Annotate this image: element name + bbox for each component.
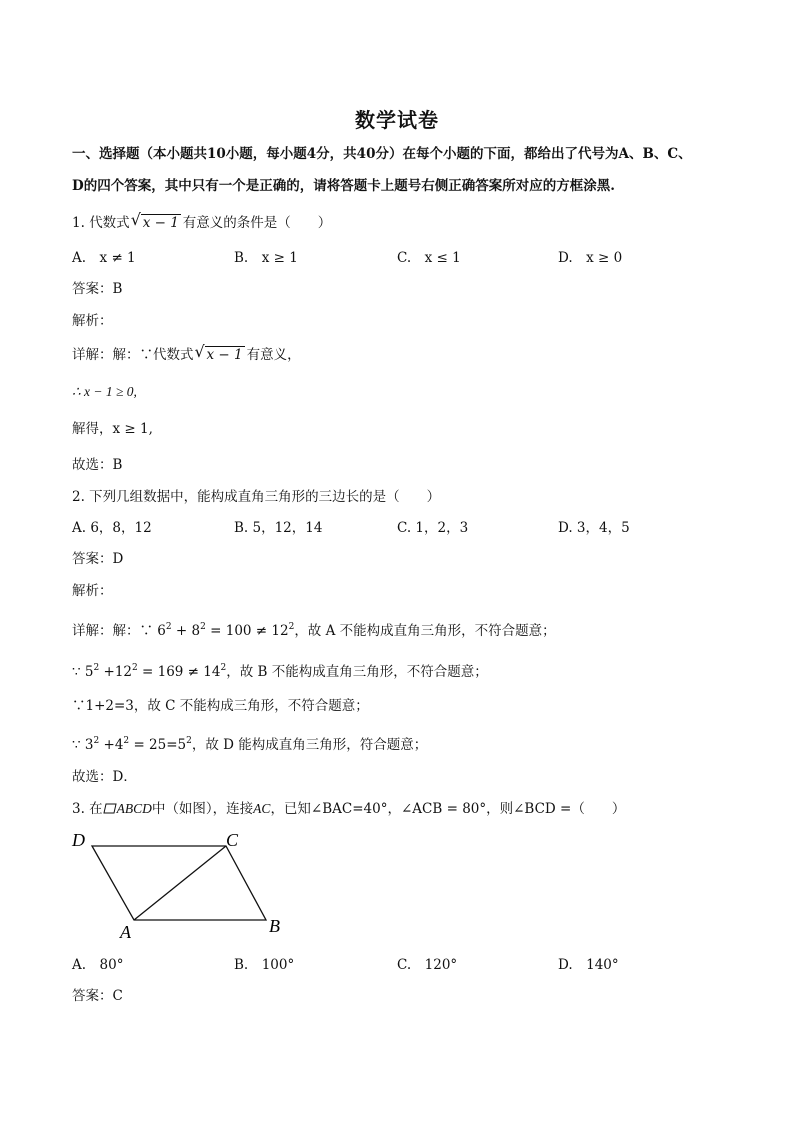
q2-option-a: A. 6，8，12	[72, 520, 152, 536]
q1-stem	[72, 214, 331, 232]
q1-detail-radicand: x − 1	[206, 347, 243, 363]
q2-line-b: ，故 B 不能构成直角三角形，不符合题意；	[226, 664, 488, 680]
q2-detail-d: ∵ $3^2 +4^2 = 25=5^2$，故 D 能构成直角三角形，符合题意；	[72, 736, 428, 753]
q1-step1: ∴ x − 1 ≥ 0,	[72, 384, 137, 399]
q3-option-a: A. 80°	[72, 957, 124, 973]
q1-prefix: 代数式	[89, 215, 130, 231]
q3-answer: 答案：C	[72, 988, 123, 1004]
q2-detail-c: ∵1+2=3，故 C 不能构成三角形，不符合题意；	[72, 698, 369, 714]
q1-choose: 故选：B	[72, 457, 123, 473]
q3-option-c: C. 120°	[397, 957, 458, 973]
diagonal-ac	[134, 846, 226, 920]
q1-detail-suffix: 有意义，	[246, 347, 301, 363]
q1-option-a: A. x ≠ 1	[72, 250, 136, 266]
q1-suffix: 有意义的条件是（ ）	[182, 215, 332, 231]
q2-option-c: C. 1，2，3	[397, 520, 469, 536]
parallelogram-symbol-icon	[103, 801, 117, 817]
q2-detail-prefix: 详解：解：∵ 6	[72, 623, 166, 639]
q1-detail	[72, 346, 301, 364]
q1-step2: 解得，x ≥ 1,	[72, 421, 153, 437]
page-title: 数学试卷	[355, 108, 439, 132]
q3-stem-b: ABCD	[116, 801, 152, 816]
label-b: B	[269, 916, 280, 936]
q3-stem-a: 3. 在	[72, 801, 103, 817]
q2-option-b: B. 5，12，14	[234, 520, 323, 536]
parallelogram-figure	[66, 826, 296, 946]
q3-stem-e: ，已知∠BAC=40°，∠ACB = 80°，则∠BCD =（ ）	[270, 801, 626, 817]
q2-detail-a: 详解：解：∵ $6^2 + 8^2 = 100 \ne 12^2$，故 A 不能构成直角三角形，不符合题意；	[72, 622, 556, 639]
q1-option-c: C. x ≤ 1	[397, 250, 461, 266]
q1-detail-prefix: 详解：解：∵代数式	[72, 347, 194, 363]
q1-option-d: D. x ≥ 0	[558, 250, 623, 266]
q2-stem: 2. 下列几组数据中，能构成直角三角形的三边长的是（ ）	[72, 489, 441, 505]
label-c: C	[226, 830, 239, 850]
q1-analysis: 解析：	[72, 313, 113, 329]
q1-answer: 答案：B	[72, 281, 123, 297]
q3-stem-c: 中（如图），连接	[151, 801, 254, 817]
q1-sqrt	[132, 214, 181, 232]
q3-stem-d: AC	[253, 801, 271, 816]
section-header-line1: 一、选择题（本小题共10小题，每小题4分，共40分）在每个小题的下面，都给出了代号为A、B、C、	[72, 146, 692, 162]
q1-option-b: B. x ≥ 1	[234, 250, 298, 266]
q2-analysis: 解析：	[72, 583, 113, 599]
q2-answer: 答案：D	[72, 551, 124, 567]
q2-line-d: ，故 D 能构成直角三角形，符合题意；	[191, 737, 428, 753]
section-header-line2: D的四个答案，其中只有一个是正确的，请将答题卡上题号右侧正确答案所对应的方框涂黑.	[72, 178, 615, 194]
q3-stem	[72, 800, 625, 818]
q1-radicand: x − 1	[142, 215, 179, 231]
q2-choose: 故选：D．	[72, 769, 137, 785]
label-d: D	[72, 830, 85, 850]
q1-number: 1.	[72, 215, 85, 231]
q2-option-d: D. 3，4，5	[558, 520, 630, 536]
q1-detail-sqrt	[196, 346, 245, 364]
label-a: A	[120, 922, 131, 942]
q2-detail-b: ∵ $5^2 +12^2 = 169 \ne 14^2$，故 B 不能构成直角三角形，不符合题意；	[72, 663, 488, 680]
q3-option-b: B. 100°	[234, 957, 295, 973]
q2-detail-rest: ，故 A 不能构成直角三角形，不符合题意；	[294, 623, 556, 639]
q3-option-d: D. 140°	[558, 957, 619, 973]
